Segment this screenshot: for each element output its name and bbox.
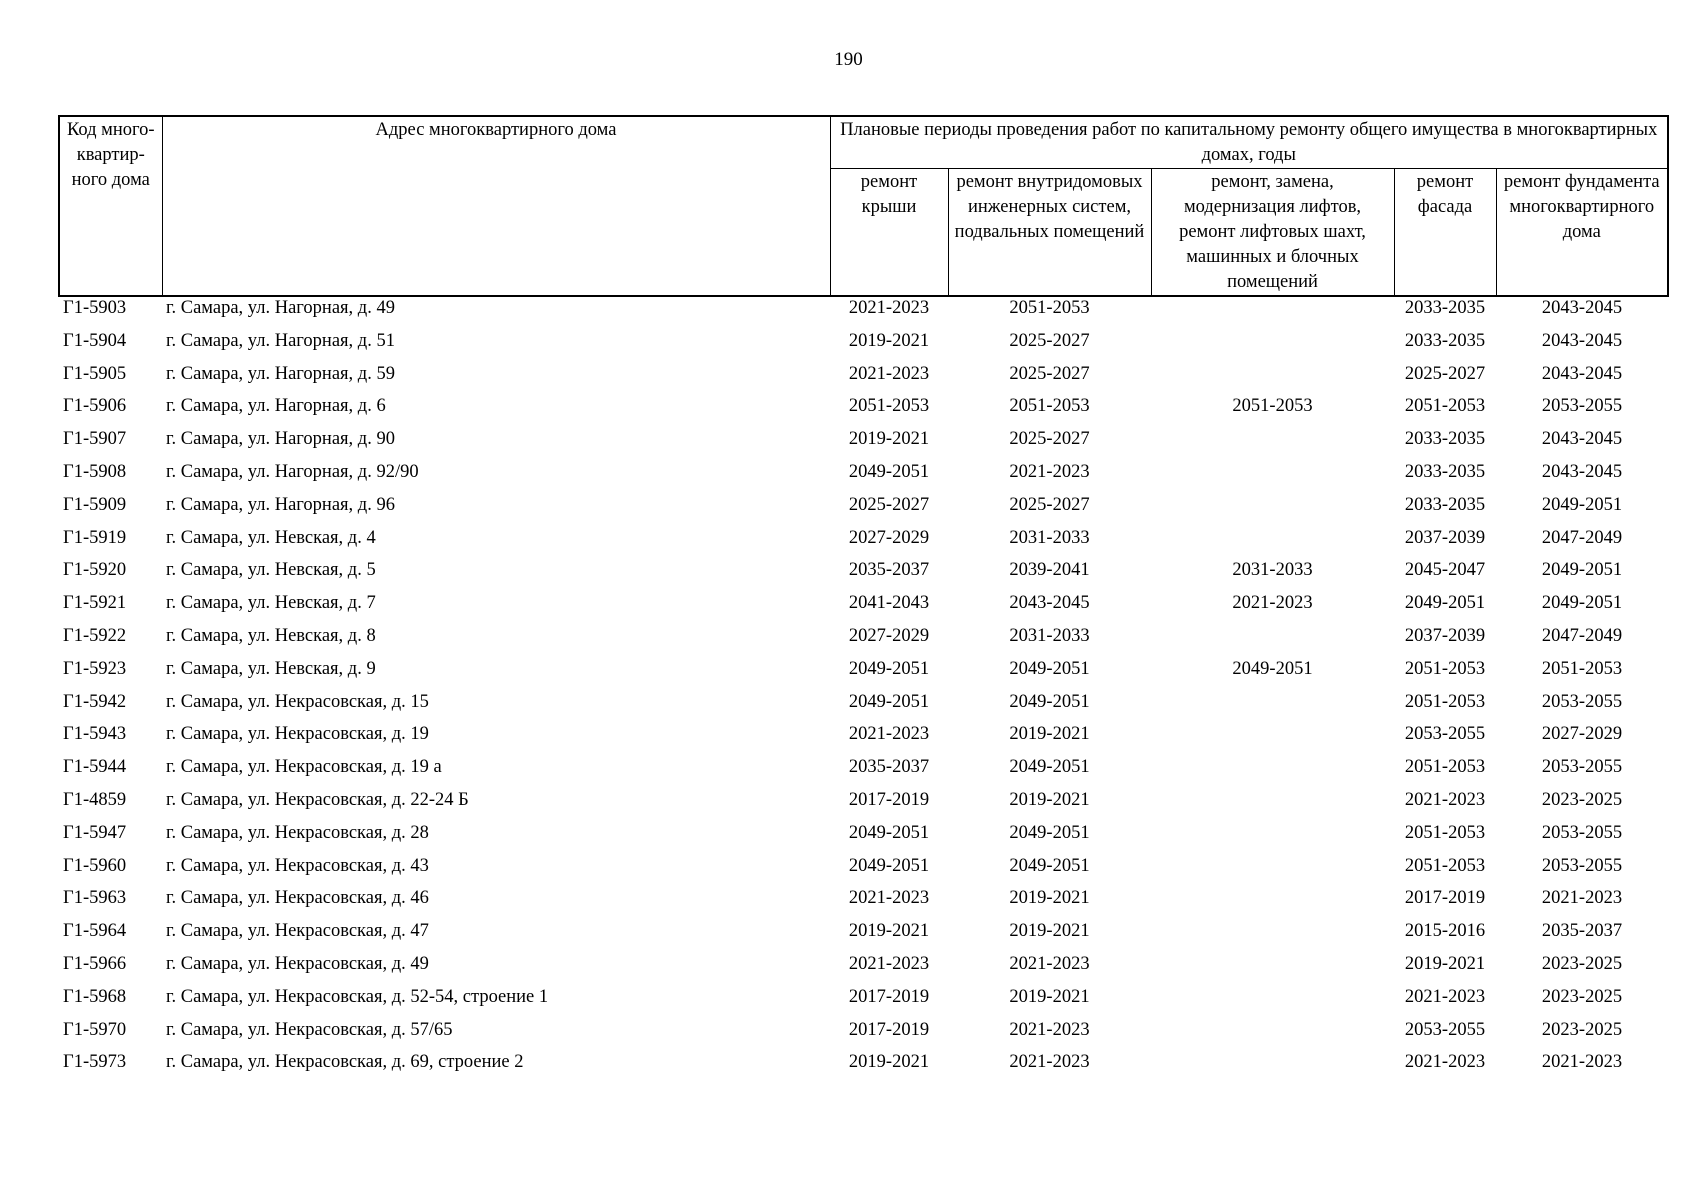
house-code-cell: Г1-5919 [63, 527, 127, 548]
table-body [59, 296, 1668, 1084]
address-cell: г. Самара, ул. Некрасовская, д. 22-24 Б [166, 789, 469, 810]
foundation-period-cell: 2053-2055 [1541, 822, 1623, 843]
house-code-cell: Г1-5905 [63, 363, 127, 384]
facade-period-cell: 2021-2023 [1404, 986, 1486, 1007]
elevators-period-cell [1151, 723, 1394, 756]
foundation-period-cell: 2027-2029 [1541, 724, 1623, 745]
column-header-code: Код много-квартир-ного дома [59, 116, 162, 296]
house-code-cell: Г1-5922 [63, 625, 127, 646]
capital-repair-table-container [58, 115, 1667, 1084]
elevators-period-cell [1151, 461, 1394, 494]
engineering-period-cell: 2021-2023 [1009, 1052, 1090, 1073]
address-cell: г. Самара, ул. Некрасовская, д. 69, строение 2 [166, 1052, 524, 1073]
address-cell: г. Самара, ул. Некрасовская, д. 15 [166, 691, 429, 712]
facade-period-cell: 2051-2053 [1404, 822, 1486, 843]
table-row [59, 625, 1668, 658]
roof-period-cell: 2049-2051 [848, 658, 930, 679]
house-code-cell: Г1-5964 [63, 921, 127, 942]
roof-period-cell: 2021-2023 [848, 363, 930, 384]
facade-period-cell: 2053-2055 [1404, 1019, 1486, 1040]
address-cell: г. Самара, ул. Некрасовская, д. 19 [166, 724, 429, 745]
facade-period-cell: 2051-2053 [1404, 757, 1486, 778]
house-code-cell: Г1-5906 [63, 396, 127, 417]
table-row [59, 494, 1668, 527]
foundation-period-cell: 2043-2045 [1541, 298, 1623, 318]
elevators-period-cell [1151, 855, 1394, 888]
roof-period-cell: 2035-2037 [848, 560, 930, 581]
foundation-period-cell: 2047-2049 [1541, 625, 1623, 646]
facade-period-cell: 2033-2035 [1404, 494, 1486, 515]
table-row [59, 461, 1668, 494]
engineering-period-cell: 2025-2027 [1009, 494, 1090, 515]
facade-period-cell: 2045-2047 [1404, 560, 1486, 581]
address-cell: г. Самара, ул. Некрасовская, д. 49 [166, 953, 429, 974]
house-code-cell: Г1-4859 [63, 789, 127, 810]
table-row [59, 691, 1668, 724]
foundation-period-cell: 2035-2037 [1541, 921, 1623, 942]
elevators-period-cell: 2021-2023 [1232, 593, 1313, 614]
roof-period-cell: 2019-2021 [848, 330, 930, 351]
address-cell: г. Самара, ул. Некрасовская, д. 19 а [166, 757, 442, 778]
engineering-period-cell: 2051-2053 [1009, 298, 1090, 318]
house-code-cell: Г1-5908 [63, 461, 127, 482]
roof-period-cell: 2027-2029 [848, 527, 930, 548]
address-cell: г. Самара, ул. Некрасовская, д. 57/65 [166, 1019, 453, 1040]
house-code-cell: Г1-5923 [63, 658, 127, 679]
elevators-period-cell [1151, 1019, 1394, 1052]
foundation-period-cell: 2023-2025 [1541, 789, 1623, 810]
elevators-period-cell [1151, 691, 1394, 724]
address-cell: г. Самара, ул. Некрасовская, д. 43 [166, 855, 429, 876]
capital-repair-plan-table [58, 115, 1669, 1084]
address-cell: г. Самара, ул. Невская, д. 5 [166, 560, 376, 581]
engineering-period-cell: 2025-2027 [1009, 363, 1090, 384]
engineering-period-cell: 2019-2021 [1009, 986, 1090, 1007]
roof-period-cell: 2019-2021 [848, 429, 930, 450]
foundation-period-cell: 2053-2055 [1541, 396, 1623, 417]
column-header-engineering: ремонт внутридомовых инженерных систем, подвальных помещений [948, 169, 1151, 297]
engineering-period-cell: 2019-2021 [1009, 921, 1090, 942]
foundation-period-cell: 2049-2051 [1541, 560, 1623, 581]
facade-period-cell: 2053-2055 [1404, 724, 1486, 745]
elevators-period-cell: 2031-2033 [1232, 560, 1313, 581]
table-row [59, 296, 1668, 330]
table-row [59, 756, 1668, 789]
engineering-period-cell: 2043-2045 [1009, 593, 1090, 614]
engineering-period-cell: 2049-2051 [1009, 757, 1090, 778]
foundation-period-cell: 2043-2045 [1541, 461, 1623, 482]
foundation-period-cell: 2023-2025 [1541, 986, 1623, 1007]
facade-period-cell: 2021-2023 [1404, 789, 1486, 810]
foundation-period-cell: 2047-2049 [1541, 527, 1623, 548]
address-cell: г. Самара, ул. Невская, д. 8 [166, 625, 376, 646]
foundation-period-cell: 2023-2025 [1541, 953, 1623, 974]
engineering-period-cell: 2019-2021 [1009, 724, 1090, 745]
engineering-period-cell: 2039-2041 [1009, 560, 1090, 581]
address-cell: г. Самара, ул. Невская, д. 4 [166, 527, 376, 548]
elevators-period-cell: 2049-2051 [1232, 658, 1313, 679]
elevators-period-cell [1151, 494, 1394, 527]
column-header-facade: ремонт фасада [1394, 169, 1496, 297]
facade-period-cell: 2033-2035 [1404, 330, 1486, 351]
roof-period-cell: 2017-2019 [848, 789, 930, 810]
table-row [59, 559, 1668, 592]
house-code-cell: Г1-5920 [63, 560, 127, 581]
table-header [59, 116, 1668, 296]
address-cell: г. Самара, ул. Некрасовская, д. 47 [166, 921, 429, 942]
address-cell: г. Самара, ул. Невская, д. 9 [166, 658, 376, 679]
elevators-period-cell [1151, 953, 1394, 986]
foundation-period-cell: 2049-2051 [1541, 593, 1623, 614]
column-header-address: Адрес многоквартирного дома [162, 116, 830, 296]
elevators-period-cell [1151, 428, 1394, 461]
facade-period-cell: 2037-2039 [1404, 527, 1486, 548]
table-row [59, 428, 1668, 461]
house-code-cell: Г1-5921 [63, 593, 127, 614]
elevators-period-cell [1151, 527, 1394, 560]
table-row [59, 395, 1668, 428]
foundation-period-cell: 2023-2025 [1541, 1019, 1623, 1040]
roof-period-cell: 2025-2027 [848, 494, 930, 515]
facade-period-cell: 2033-2035 [1404, 461, 1486, 482]
roof-period-cell: 2051-2053 [848, 396, 930, 417]
address-cell: г. Самара, ул. Нагорная, д. 6 [166, 396, 386, 417]
roof-period-cell: 2021-2023 [848, 888, 930, 909]
address-cell: г. Самара, ул. Нагорная, д. 90 [166, 429, 395, 450]
address-cell: г. Самара, ул. Нагорная, д. 51 [166, 330, 395, 351]
address-cell: г. Самара, ул. Нагорная, д. 96 [166, 494, 395, 515]
roof-period-cell: 2017-2019 [848, 986, 930, 1007]
elevators-period-cell [1151, 363, 1394, 396]
facade-period-cell: 2051-2053 [1404, 855, 1486, 876]
roof-period-cell: 2021-2023 [848, 724, 930, 745]
table-row [59, 855, 1668, 888]
elevators-period-cell [1151, 822, 1394, 855]
facade-period-cell: 2037-2039 [1404, 625, 1486, 646]
roof-period-cell: 2021-2023 [848, 953, 930, 974]
foundation-period-cell: 2043-2045 [1541, 363, 1623, 384]
engineering-period-cell: 2049-2051 [1009, 822, 1090, 843]
roof-period-cell: 2021-2023 [848, 298, 930, 318]
page-number: 190 [834, 49, 863, 70]
facade-period-cell: 2025-2027 [1404, 363, 1486, 384]
engineering-period-cell: 2051-2053 [1009, 396, 1090, 417]
elevators-period-cell [1151, 920, 1394, 953]
address-cell: г. Самара, ул. Некрасовская, д. 52-54, строение 1 [166, 986, 549, 1007]
roof-period-cell: 2017-2019 [848, 1019, 930, 1040]
facade-period-cell: 2015-2016 [1404, 921, 1486, 942]
facade-period-cell: 2049-2051 [1404, 593, 1486, 614]
engineering-period-cell: 2031-2033 [1009, 527, 1090, 548]
table-row [59, 789, 1668, 822]
house-code-cell: Г1-5904 [63, 330, 127, 351]
facade-period-cell: 2033-2035 [1404, 298, 1486, 318]
engineering-period-cell: 2021-2023 [1009, 953, 1090, 974]
roof-period-cell: 2035-2037 [848, 757, 930, 778]
address-cell: г. Самара, ул. Нагорная, д. 92/90 [166, 461, 419, 482]
roof-period-cell: 2027-2029 [848, 625, 930, 646]
foundation-period-cell: 2053-2055 [1541, 855, 1623, 876]
engineering-period-cell: 2019-2021 [1009, 789, 1090, 810]
facade-period-cell: 2021-2023 [1404, 1052, 1486, 1073]
elevators-period-cell [1151, 887, 1394, 920]
table-row [59, 363, 1668, 396]
engineering-period-cell: 2031-2033 [1009, 625, 1090, 646]
table-row [59, 822, 1668, 855]
engineering-period-cell: 2021-2023 [1009, 1019, 1090, 1040]
engineering-period-cell: 2025-2027 [1009, 429, 1090, 450]
column-header-elevators: ремонт, замена, модернизация лифтов, ремонт лифтовых шахт, машинных и блочных помещений [1151, 169, 1394, 297]
table-row [59, 887, 1668, 920]
address-cell: г. Самара, ул. Некрасовская, д. 28 [166, 822, 429, 843]
elevators-period-cell [1151, 330, 1394, 363]
elevators-period-cell [1151, 296, 1394, 330]
foundation-period-cell: 2053-2055 [1541, 757, 1623, 778]
elevators-period-cell: 2051-2053 [1232, 396, 1313, 417]
roof-period-cell: 2049-2051 [848, 855, 930, 876]
roof-period-cell: 2049-2051 [848, 691, 930, 712]
address-cell: г. Самара, ул. Невская, д. 7 [166, 593, 376, 614]
engineering-period-cell: 2049-2051 [1009, 691, 1090, 712]
elevators-period-cell [1151, 756, 1394, 789]
engineering-period-cell: 2025-2027 [1009, 330, 1090, 351]
house-code-cell: Г1-5960 [63, 855, 127, 876]
house-code-cell: Г1-5963 [63, 888, 127, 909]
engineering-period-cell: 2049-2051 [1009, 855, 1090, 876]
roof-period-cell: 2019-2021 [848, 1052, 930, 1073]
table-row [59, 986, 1668, 1019]
house-code-cell: Г1-5966 [63, 953, 127, 974]
facade-period-cell: 2019-2021 [1404, 953, 1486, 974]
engineering-period-cell: 2021-2023 [1009, 461, 1090, 482]
table-row [59, 592, 1668, 625]
foundation-period-cell: 2043-2045 [1541, 330, 1623, 351]
table-row [59, 658, 1668, 691]
foundation-period-cell: 2021-2023 [1541, 888, 1623, 909]
table-row [59, 330, 1668, 363]
facade-period-cell: 2051-2053 [1404, 396, 1486, 417]
house-code-cell: Г1-5943 [63, 724, 127, 745]
table-row [59, 723, 1668, 756]
foundation-period-cell: 2051-2053 [1541, 658, 1623, 679]
house-code-cell: Г1-5907 [63, 429, 127, 450]
foundation-period-cell: 2021-2023 [1541, 1052, 1623, 1073]
column-group-header-planned-periods: Плановые периоды проведения работ по капитальному ремонту общего имущества в многоквартирных домах, годы [830, 116, 1668, 169]
facade-period-cell: 2033-2035 [1404, 429, 1486, 450]
roof-period-cell: 2049-2051 [848, 822, 930, 843]
house-code-cell: Г1-5970 [63, 1019, 127, 1040]
elevators-period-cell [1151, 1051, 1394, 1084]
house-code-cell: Г1-5903 [63, 298, 127, 318]
house-code-cell: Г1-5973 [63, 1052, 127, 1073]
facade-period-cell: 2051-2053 [1404, 691, 1486, 712]
address-cell: г. Самара, ул. Нагорная, д. 49 [166, 298, 395, 318]
foundation-period-cell: 2049-2051 [1541, 494, 1623, 515]
roof-period-cell: 2049-2051 [848, 461, 930, 482]
address-cell: г. Самара, ул. Некрасовская, д. 46 [166, 888, 429, 909]
foundation-period-cell: 2043-2045 [1541, 429, 1623, 450]
column-header-roof: ремонт крыши [830, 169, 948, 297]
engineering-period-cell: 2049-2051 [1009, 658, 1090, 679]
table-row [59, 920, 1668, 953]
roof-period-cell: 2041-2043 [848, 593, 930, 614]
roof-period-cell: 2019-2021 [848, 921, 930, 942]
elevators-period-cell [1151, 789, 1394, 822]
table-row [59, 1051, 1668, 1084]
table-row [59, 1019, 1668, 1052]
elevators-period-cell [1151, 625, 1394, 658]
facade-period-cell: 2017-2019 [1404, 888, 1486, 909]
engineering-period-cell: 2019-2021 [1009, 888, 1090, 909]
foundation-period-cell: 2053-2055 [1541, 691, 1623, 712]
house-code-cell: Г1-5944 [63, 757, 127, 778]
house-code-cell: Г1-5968 [63, 986, 127, 1007]
address-cell: г. Самара, ул. Нагорная, д. 59 [166, 363, 395, 384]
elevators-period-cell [1151, 986, 1394, 1019]
facade-period-cell: 2051-2053 [1404, 658, 1486, 679]
column-header-foundation: ремонт фундамента многоквартирного дома [1496, 169, 1668, 297]
table-row [59, 527, 1668, 560]
table-row [59, 953, 1668, 986]
house-code-cell: Г1-5947 [63, 822, 127, 843]
house-code-cell: Г1-5942 [63, 691, 127, 712]
house-code-cell: Г1-5909 [63, 494, 127, 515]
